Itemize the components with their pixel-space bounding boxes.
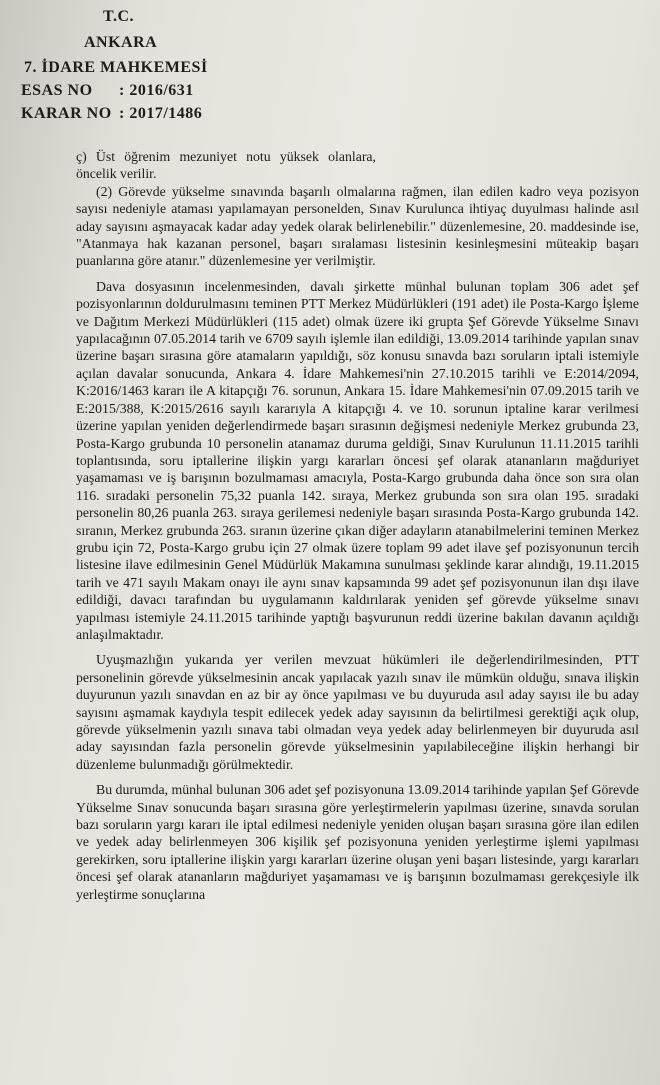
- paragraph-conclusion: Bu durumda, münhal bulunan 306 adet şef pozisyonuna 13.09.2014 tarihinde yapılan Şef Görevde Yükselme Sınav sonucunda başarı sırasına göre yerleştirmelerin yapılması üzerine, sınavda sorulan bazı soruların yargı kararı ile iptal edilmesi nedeniyle yeniden oluşan başarı sırasına göre ilan edilen ve yedek aday belirlenmeyen 306 kişilik şef pozisyonuna yeniden yerleştirme işlemi yapılması gerekirken, soru iptallerine ilişkin yargı kararları üzerine oluşan yeni başarı listesinde, yargı kararları öncesi şef olarak atananların mağduriyet yaşamaması ve iş barışının bozulmaması gerekçesiyle ilk yerleştirme sonuçlarına: [76, 782, 639, 902]
- paragraph-criteria-c: ç) Üst öğrenim mezuniyet notu yüksek olanlara, öncelik verilir.: [76, 149, 376, 182]
- esas-value: : 2016/631: [119, 82, 194, 99]
- paragraph-case-facts: Dava dosyasının incelenmesinden, davalı şirkette münhal bulunan toplam 306 adet şef pozisyonlarının doldurulmasını teminen PTT Merkez Müdürlükleri (191 adet) ile Posta-Kargo İşleme ve Dağıtım Merkezi Müdürlükleri (115 adet) olmak üzere iki grupta Şef Görevde Yükselme Sınavı yapılacağının 07.05.2014 tarih ve 6709 sayılı işlemle ilan edildiği, 13.09.2014 tarihinde yapılan sınav üzerine başarı sırasına göre atamaların yapıldığı, söz konusu sınavda bazı soruların iptali istemiyle açılan davalar sonucunda, Ankara 4. İdare Mahkemesi'nin 27.10.2015 tarihli ve E:2014/2094, K:2016/1463 kararı ile A kitapçığı 76. sorunun, Ankara 15. İdare Mahkemesi'nin 07.09.2015 tarih ve E:2015/388, K:2015/2616 sayılı kararıyla A kitapçığı 4. ve 10. sorunun iptaline karar verilmesi üzerine yapılan yeniden değerlendirmede başarı sırasının değişmesi nedeniyle Merkez grubunda 23, Posta-Kargo grubunda 10 personelin atanamaz duruma geldiği, Sınav Kurulunun 11.11.2015 tarihli toplantısında, soru iptallerine ilişkin yargı kararları öncesi şef olarak atananların mağduriyet yaşamaması ve iş barışının bozulmaması amacıyla, Posta-Kargo grubunda daha önce son sıra olan 116. sıradaki personelin 75,32 puanla 142. sıraya, Merkez grubunda son sıra olan 195. sıradaki personelin 80,26 puanla 263. sıraya gerilemesi nedeniyle başarı sırasında Posta-Kargo grubunda 142. sıranın, Merkez grubunda 263. sıranın üzerine çıkan diğer adayların atanabilmelerini teminen Merkez grubu için 72, Posta-Kargo grubu için 27 olmak üzere toplam 99 adet ilave şef pozisyonunun tercih listesine ilave edilmesinin Genel Müdürlük Makamına sunulması şeklinde karar alındığı, 19.11.2015 tarih ve 471 sayılı Makam onayı ile aynı sınav kapsamında 99 adet şef pozisyonunun ilan dışı ilave edildiği, davacı tarafından bu uygulamanın kaldırılarak yeniden şef görevde yükselme sınavı yapılması istemiyle 24.11.2015 tarihinde yaptığı başvurunun reddi üzerine bakılan davanın açıldığı anlaşılmaktadır.: [76, 278, 639, 642]
- karar-label: KARAR NO: [21, 105, 112, 122]
- paragraph-evaluation: Uyuşmazlığın yukarıda yer verilen mevzuat hükümleri ile değerlendirilmesinden, PTT personelinin görevde yükselmesinin ancak yapılacak yazılı sınav ile mümkün olduğu, sınava ilişkin duyurunun yazılı sınavdan en az bir ay önce yapılması ve bu duyuruda asıl aday sayısı ile bu aday sayısını aşmamak kaydıyla tespit edilecek yedek aday sayısının da belirtilmesi gerektiği açık olup, görevde yükselmenin yazılı sınava tabi olmadan veya yedek aday belirlenmeyen bir duyuruda asıl aday sayısından fazla personelin görevde yükselmesinin yapılabileceğine ilişkin herhangi bir düzenleme bulunmadığı görülmektedir.: [76, 652, 639, 772]
- document-header: [0, 0, 260, 130]
- esas-number-row: [21, 82, 194, 100]
- decision-body: [76, 148, 639, 903]
- city-heading: ANKARA: [84, 34, 158, 51]
- court-heading: 7. İDARE MAHKEMESİ: [24, 59, 208, 76]
- esas-label: ESAS NO: [21, 82, 93, 99]
- karar-number-row: [21, 105, 202, 123]
- karar-value: : 2017/1486: [119, 105, 203, 122]
- paragraph-regulation: (2) Görevde yükselme sınavında başarılı olmalarına rağmen, ilan edilen kadro veya pozisyon sayısı nedeniyle ataması yapılamayan personelden, Sınav Kurulunca ihtiyaç duyulması halinde asıl aday sayısını aşmayacak kadar aday yedek olarak belirlenebilir." düzenlemesine, 20. maddesinde ise, "Atanmaya hak kazanan personel, başarı sıralaması listesinin kesinleşmesini müteakip başarı puanlarına göre atanır." düzenlemesine yer verilmiştir.: [76, 183, 639, 269]
- country-heading: T.C.: [103, 8, 135, 25]
